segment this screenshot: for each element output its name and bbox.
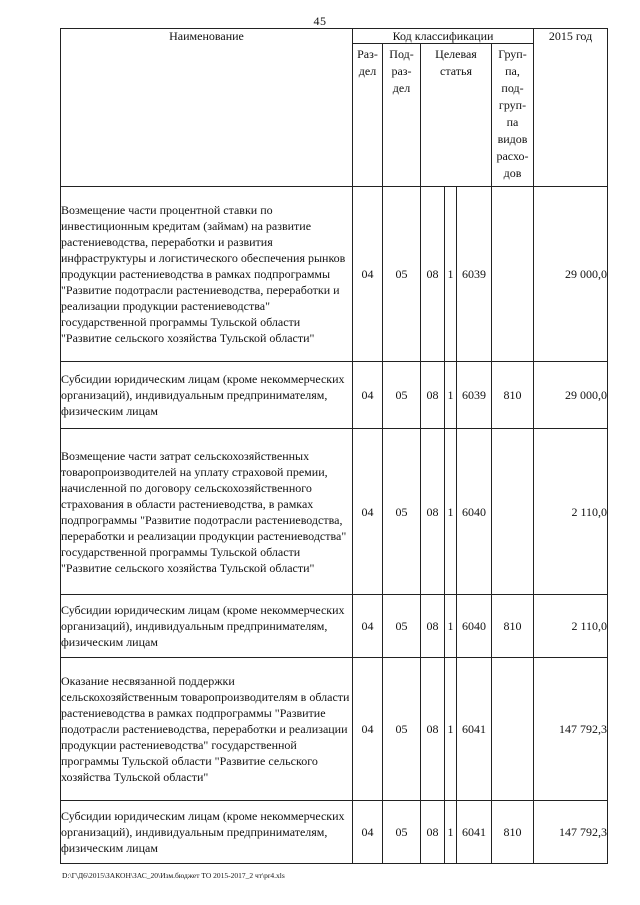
row-name: Оказание несвязанной поддержки сельскохозяйственным товаропроизводителям в области растениеводства в рамках подпрограммы "Развитие подотрасли растениеводства, переработки и реализации продукции растениеводства" государственной программы Тульской области "Развитие сельского хозяйства Тульской области" <box>61 658 353 801</box>
row-section: 04 <box>353 187 383 362</box>
table-row <box>61 429 608 595</box>
table-row <box>61 595 608 658</box>
row-target-article-direction: 6040 <box>457 595 492 658</box>
row-target-article-program: 08 <box>421 658 445 801</box>
row-subsection: 05 <box>383 362 421 429</box>
row-section: 04 <box>353 801 383 864</box>
row-section: 04 <box>353 362 383 429</box>
row-expense-group <box>492 658 534 801</box>
row-target-article-subprogram: 1 <box>445 362 457 429</box>
row-amount: 2 110,0 <box>534 595 608 658</box>
row-name: Субсидии юридическим лицам (кроме некоммерческих организаций), индивидуальным предпринимателям, физическим лицам <box>61 595 353 658</box>
row-subsection: 05 <box>383 595 421 658</box>
header-expense-group: Груп- па, под- груп- па видов расхо- дов <box>492 44 534 187</box>
row-expense-group: 810 <box>492 801 534 864</box>
page-number: 45 <box>313 14 327 28</box>
footer-file-path: D:\Г\Д6\2015\ЗАКОН\ЗАС_20\Изм.бюджет ТО 2015-2017_2 чт\pr4.xls <box>62 871 285 880</box>
row-expense-group <box>492 187 534 362</box>
row-amount: 147 792,3 <box>534 801 608 864</box>
row-target-article-subprogram: 1 <box>445 658 457 801</box>
header-name: Наименование <box>61 29 353 187</box>
row-target-article-direction: 6039 <box>457 362 492 429</box>
row-name: Возмещение части затрат сельскохозяйственных товаропроизводителей на уплату страховой премии, начисленной по договору сельскохозяйственного страхования в области растениеводства, в рамках подпрограммы "Развитие подотрасли растениеводства, переработки и реализации продукции растениеводства" государственной программы Тульской области "Развитие сельского хозяйства Тульской области" <box>61 429 353 595</box>
row-target-article-subprogram: 1 <box>445 801 457 864</box>
row-target-article-program: 08 <box>421 187 445 362</box>
row-target-article-subprogram: 1 <box>445 187 457 362</box>
budget-table <box>60 28 608 864</box>
row-amount: 29 000,0 <box>534 187 608 362</box>
header-target-article: Целевая статья <box>421 44 492 187</box>
row-amount: 147 792,3 <box>534 658 608 801</box>
row-name: Возмещение части процентной ставки по инвестиционным кредитам (займам) на развитие растениеводства, переработки и развития инфраструктуры и логистического обеспечения рынков продукции растениеводства в рамках подпрограммы "Развитие подотрасли растениеводства, переработки и реализации продукции растениеводства" государственной программы Тульской области "Развитие сельского хозяйства Тульской области" <box>61 187 353 362</box>
row-target-article-subprogram: 1 <box>445 429 457 595</box>
row-target-article-program: 08 <box>421 362 445 429</box>
table-row <box>61 187 608 362</box>
row-section: 04 <box>353 658 383 801</box>
header-year: 2015 год <box>534 29 608 187</box>
row-target-article-program: 08 <box>421 429 445 595</box>
row-amount: 29 000,0 <box>534 362 608 429</box>
row-target-article-direction: 6041 <box>457 658 492 801</box>
row-subsection: 05 <box>383 187 421 362</box>
row-section: 04 <box>353 429 383 595</box>
row-target-article-direction: 6041 <box>457 801 492 864</box>
table-body <box>61 187 608 864</box>
header-classification-code: Код классификации <box>353 29 534 44</box>
table-row <box>61 658 608 801</box>
row-expense-group: 810 <box>492 362 534 429</box>
header-subsection: Под- раз- дел <box>383 44 421 187</box>
row-amount: 2 110,0 <box>534 429 608 595</box>
row-target-article-subprogram: 1 <box>445 595 457 658</box>
row-target-article-program: 08 <box>421 801 445 864</box>
row-name: Субсидии юридическим лицам (кроме некоммерческих организаций), индивидуальным предпринимателям, физическим лицам <box>61 362 353 429</box>
row-section: 04 <box>353 595 383 658</box>
row-target-article-direction: 6039 <box>457 187 492 362</box>
row-subsection: 05 <box>383 801 421 864</box>
row-subsection: 05 <box>383 429 421 595</box>
row-expense-group <box>492 429 534 595</box>
row-target-article-program: 08 <box>421 595 445 658</box>
header-section: Раз- дел <box>353 44 383 187</box>
row-subsection: 05 <box>383 658 421 801</box>
table-row <box>61 801 608 864</box>
table-row <box>61 362 608 429</box>
row-target-article-direction: 6040 <box>457 429 492 595</box>
row-expense-group: 810 <box>492 595 534 658</box>
row-name: Субсидии юридическим лицам (кроме некоммерческих организаций), индивидуальным предпринимателям, физическим лицам <box>61 801 353 864</box>
